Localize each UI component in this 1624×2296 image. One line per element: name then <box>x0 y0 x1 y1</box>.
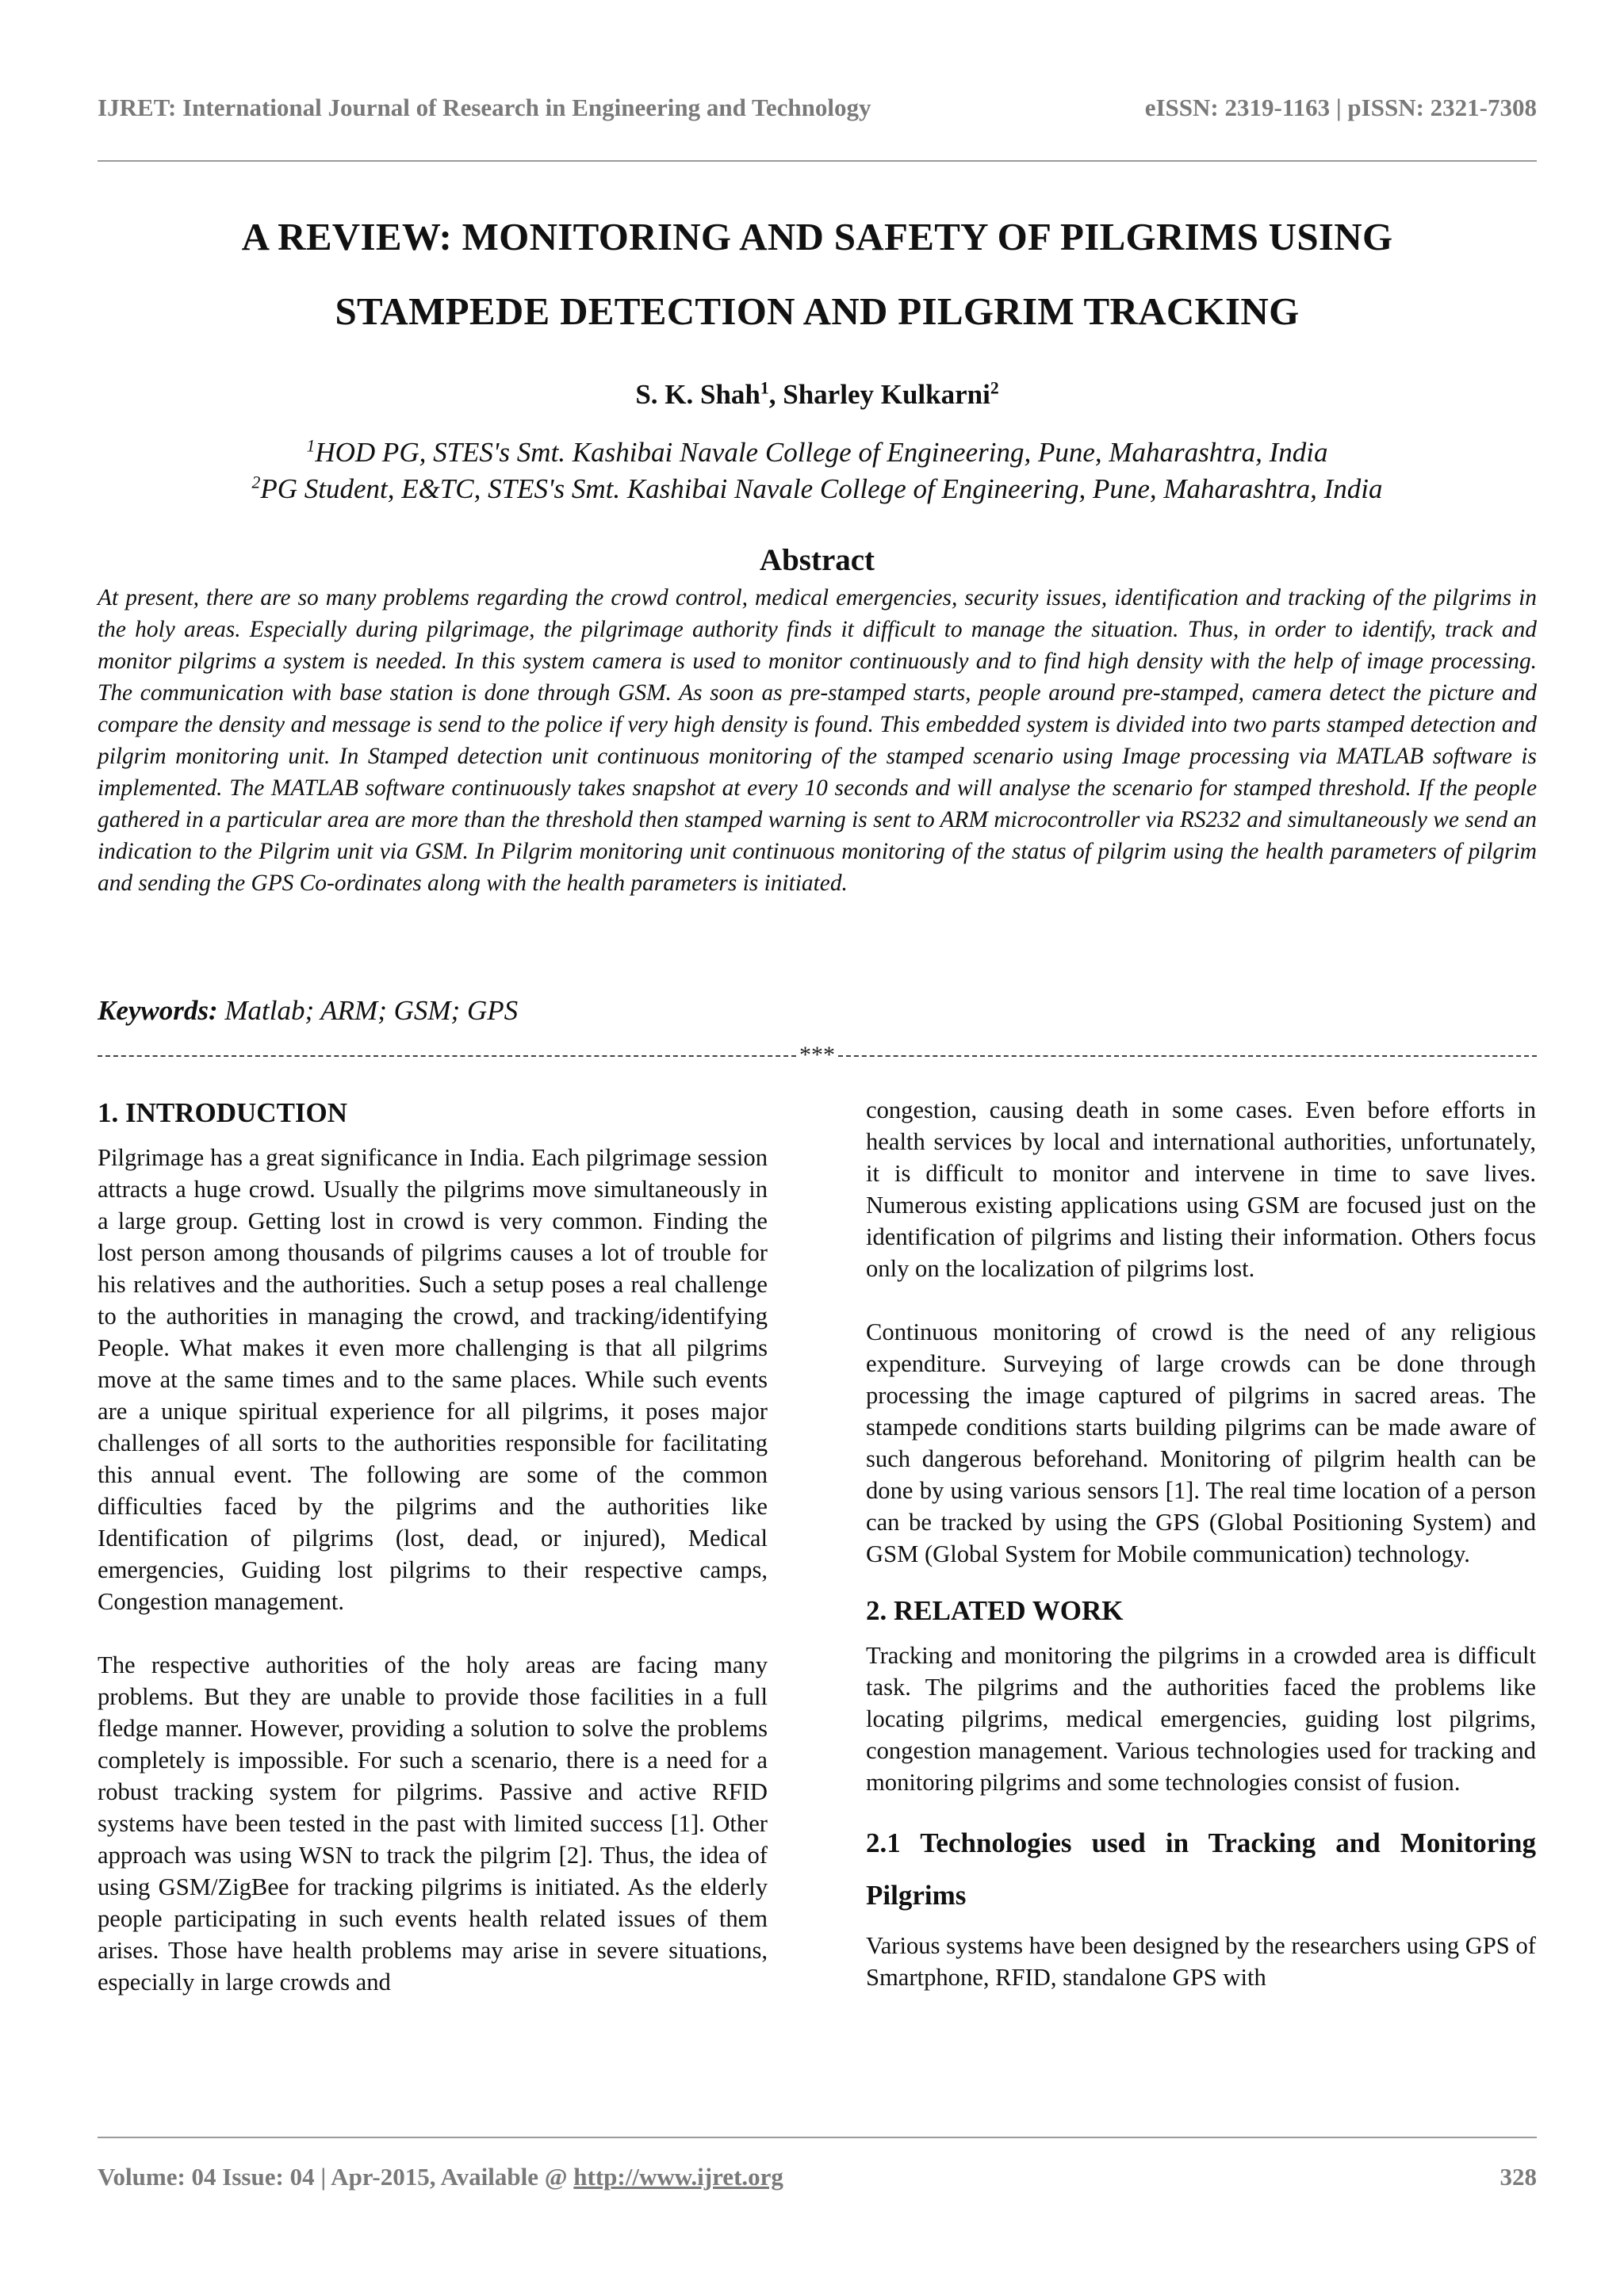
introduction-paragraph-1: Pilgrimage has a great significance in India. Each pilgrimage session attracts a huge crowd. Usually the pilgrims move simultaneously in a large group. Getting lost in crowd is very common. Finding the lost person among thousands of pilgrims causes a lot of trouble for his relatives and the authorities. Such a setup poses a real challenge to the authorities in managing the crowd, and tracking/identifying People. What makes it even more challenging is that all pilgrims move at the same times and to the same places. While such events are a unique spiritual experience for all pilgrims, it poses major challenges of all sorts to the authorities responsible for facilitating this annual event. The following are some of the common difficulties faced by the pilgrims and the authorities like Identification of pilgrims (lost, dead, or injured), Medical emergencies, Guiding lost pilgrims to their respective camps, Congestion management. <box>98 1144 768 1615</box>
right-column <box>866 1094 1536 1993</box>
introduction-paragraph-2: The respective authorities of the holy areas are facing many problems. But they are unable to provide those facilities in a full fledge manner. However, providing a solution to solve the problems completely is impossible. For such a scenario, there is a need for a robust tracking system for pilgrims. Passive and active RFID systems have been tested in the past with limited success [1]. Other approach was using WSN to track the pilgrim [2]. Thus, the idea of using GSM/ZigBee for tracking pilgrims is initiated. As the elderly people participating in such events health related issues of them arises. Those have health problems may arise in severe situations, especially in large crowds and <box>98 1651 768 1996</box>
affiliation-1-sup: 1 <box>306 436 316 456</box>
abstract-text: At present, there are so many problems regarding the crowd control, medical emergencies, security issues, identification and tracking of the pilgrims in the holy areas. Especially during pilgrimage, the pilgrimage authority finds it difficult to manage the situation. Thus, in order to identify, track and monitor pilgrims a system is needed. In this system camera is used to monitor continuously and to find high density with the help of image processing. The communication with base station is done through GSM. As soon as pre-stamped starts, people around pre-stamped, camera detect the picture and compare the density and message is send to the police if very high density is found. This embedded system is divided into two parts stamped detection and pilgrim monitoring unit. In Stamped detection unit continuous monitoring of the stamped scenario using Image processing via MATLAB software is implemented. The MATLAB software continuously takes snapshot at every 10 seconds and will analyse the scenario for stamped threshold. If the people gathered in a particular area are more than the threshold then stamped warning is sent to ARM microcontroller via RS232 and simultaneously we send an indication to the Pilgrim unit via GSM. In Pilgrim monitoring unit continuous monitoring of the status of pilgrim using the health parameters of pilgrim and sending the GPS Co-ordinates along with the health parameters is initiated. <box>98 585 1537 896</box>
divider-dashes-right <box>838 1055 1537 1057</box>
section-divider <box>98 1043 1537 1067</box>
technologies-paragraph: Various systems have been designed by the researchers using GPS of Smartphone, RFID, standalone GPS with <box>866 1932 1536 1991</box>
journal-name: IJRET: International Journal of Research in Engineering and Technology <box>98 94 871 121</box>
title-line-2: STAMPEDE DETECTION AND PILGRIM TRACKING <box>335 289 1300 333</box>
introduction-paragraph-4: Continuous monitoring of crowd is the need of any religious expenditure. Surveying of large crowds can be done through processing the image captured of pilgrims in sacred areas. The stampede conditions starts building pilgrims can be made aware of such dangerous beforehand. Monitoring of pilgrim health can be done by using various sensors [1]. The real time location of a person can be tracked by using the GPS (Global Positioning System) and GSM (Global System for Mobile communication) technology. <box>866 1318 1536 1567</box>
author-2-name: Sharley Kulkarni <box>783 379 990 410</box>
paragraph-gap <box>866 1798 1536 1817</box>
abstract-heading: Abstract <box>759 543 875 577</box>
paragraph-gap <box>866 1570 1536 1594</box>
running-footer <box>98 2163 1537 2191</box>
author-2-sup: 2 <box>990 378 999 398</box>
author-list <box>98 379 1537 411</box>
paper-title <box>98 200 1537 349</box>
keywords <box>98 995 1537 1027</box>
title-line-1: A REVIEW: MONITORING AND SAFETY OF PILGRIMS USING <box>241 215 1393 258</box>
author-1-name: S. K. Shah <box>635 379 760 410</box>
divider-stars: *** <box>799 1042 835 1068</box>
affiliation-2-sup: 2 <box>251 473 261 492</box>
affiliation-1 <box>98 434 1537 471</box>
introduction-heading: 1. INTRODUCTION <box>98 1097 348 1128</box>
header-rule <box>98 160 1537 162</box>
running-header <box>98 94 1537 122</box>
affiliation-2 <box>98 471 1537 507</box>
introduction-paragraph-3: congestion, causing death in some cases. Even before efforts in health services by local and international authorities, unfortunately, it is difficult to monitor and intervene in time to save lives. Numerous existing applications using GSM are focused just on the identification of pilgrims and listing their information. Others focus only on the localization of pilgrims lost. <box>866 1096 1536 1282</box>
keywords-label: Keywords: <box>98 995 218 1026</box>
footer-volume-info <box>98 2163 783 2191</box>
footer-volume-text: Volume: 04 Issue: 04 | Apr-2015, Available @ <box>98 2163 574 2191</box>
technologies-subheading: 2.1 Technologies used in Tracking and Monitoring Pilgrims <box>866 1827 1536 1911</box>
issn-numbers: eISSN: 2319-1163 | pISSN: 2321-7308 <box>1144 94 1537 121</box>
affiliation-2-text: PG Student, E&TC, STES's Smt. Kashibai Navale College of Engineering, Pune, Maharashtra, India <box>260 473 1383 504</box>
related-work-paragraph: Tracking and monitoring the pilgrims in a crowded area is difficult task. The pilgrims and the authorities faced the problems like locating pilgrims, medical emergencies, guiding lost pilgrims, congestion management. Various technologies used for tracking and monitoring pilgrims and some technologies consist of fusion. <box>866 1642 1536 1796</box>
related-work-heading: 2. RELATED WORK <box>866 1595 1124 1626</box>
keywords-text: Matlab; ARM; GSM; GPS <box>217 995 519 1026</box>
paragraph-gap <box>866 1284 1536 1316</box>
footer-rule <box>98 2137 1537 2138</box>
divider-dashes-left <box>98 1055 796 1057</box>
affiliation-1-text: HOD PG, STES's Smt. Kashibai Navale College of Engineering, Pune, Maharashtra, India <box>315 437 1328 468</box>
left-column <box>98 1096 768 1998</box>
journal-website-link[interactable]: http://www.ijret.org <box>573 2163 783 2191</box>
page-number: 328 <box>1500 2163 1537 2191</box>
author-separator: , <box>768 379 783 410</box>
affiliations <box>98 434 1537 507</box>
paragraph-gap <box>98 1617 768 1649</box>
author-1-sup: 1 <box>760 378 769 398</box>
